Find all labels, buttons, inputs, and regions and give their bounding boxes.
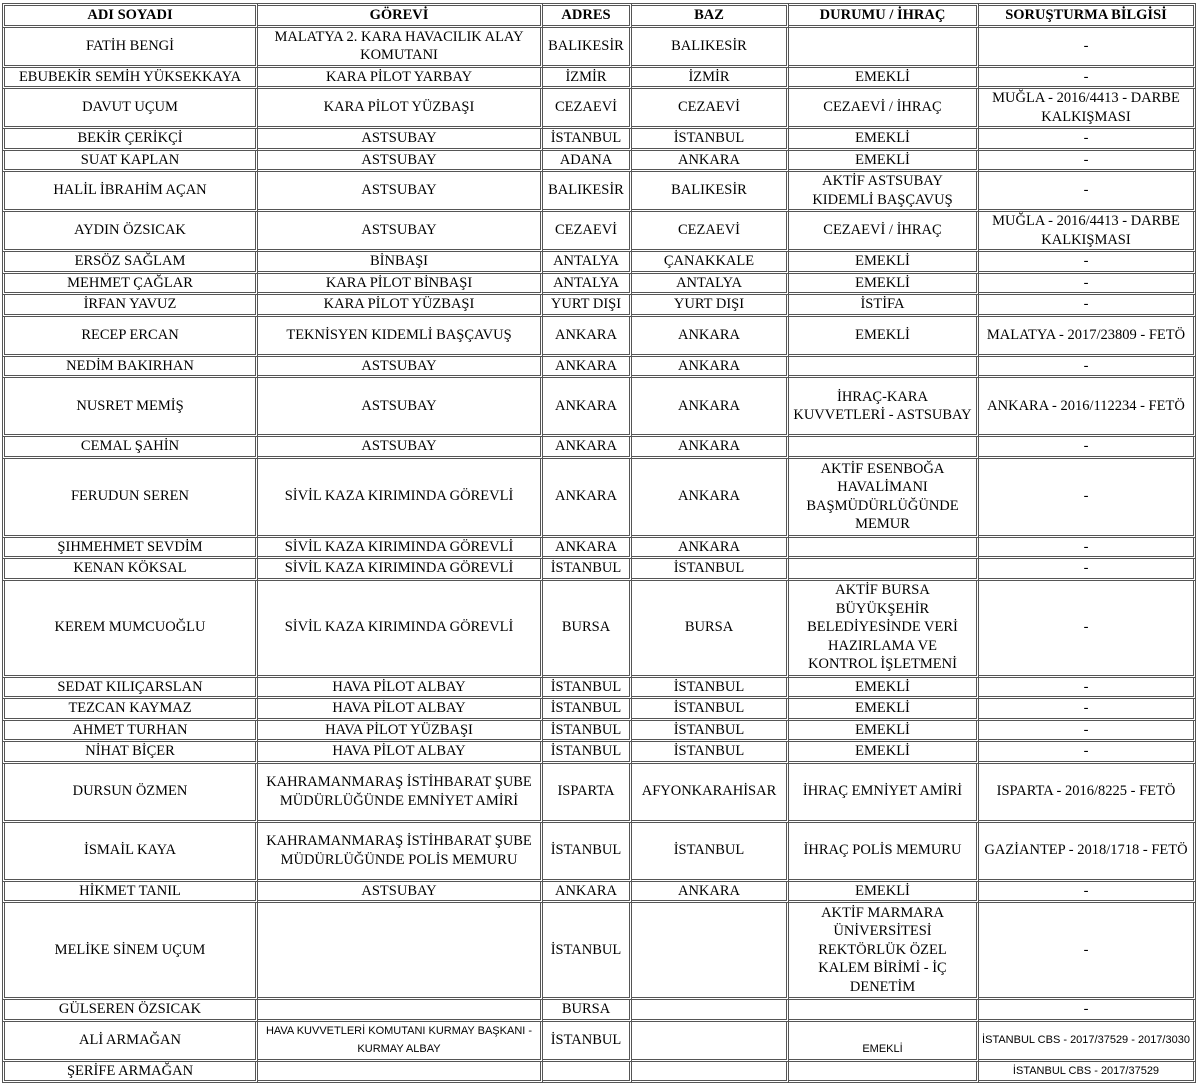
cell-adres: İZMİR: [543, 68, 632, 90]
header-gorev: GÖREVİ: [258, 3, 543, 28]
cell-adres: BURSA: [543, 1000, 632, 1022]
cell-durum: [789, 437, 979, 459]
cell-baz: ANKARA: [632, 459, 789, 538]
header-name: ADI SOYADI: [2, 3, 258, 28]
cell-gorev: ASTSUBAY: [258, 882, 543, 904]
table-row: [2, 212, 1196, 252]
cell-sorusturma: -: [979, 172, 1196, 212]
cell-gorev: KAHRAMANMARAŞ İSTİHBARAT ŞUBE MÜDÜRLÜĞÜNDE EMNİYET AMİRİ: [258, 764, 543, 823]
cell-durum: İHRAÇ POLİS MEMURU: [789, 823, 979, 882]
cell-gorev: SİVİL KAZA KIRIMINDA GÖREVLİ: [258, 459, 543, 538]
table-row: [2, 1022, 1196, 1062]
cell-adres: BALIKESİR: [543, 172, 632, 212]
cell-baz: ÇANAKKALE: [632, 252, 789, 274]
cell-name: RECEP ERCAN: [2, 317, 258, 357]
cell-name: KENAN KÖKSAL: [2, 559, 258, 581]
cell-durum: EMEKLİ: [789, 317, 979, 357]
cell-name: CEMAL ŞAHİN: [2, 437, 258, 459]
cell-adres: ANTALYA: [543, 274, 632, 296]
cell-gorev: TEKNİSYEN KIDEMLİ BAŞÇAVUŞ: [258, 317, 543, 357]
cell-gorev: ASTSUBAY: [258, 129, 543, 151]
cell-adres: ANKARA: [543, 882, 632, 904]
cell-gorev: ASTSUBAY: [258, 357, 543, 379]
cell-durum: [789, 1000, 979, 1022]
cell-gorev: HAVA KUVVETLERİ KOMUTANI KURMAY BAŞKANI - KURMAY ALBAY: [258, 1022, 543, 1062]
cell-durum: AKTİF MARMARA ÜNİVERSİTESİ REKTÖRLÜK ÖZEL KALEM BİRİMİ - İÇ DENETİM: [789, 903, 979, 1000]
cell-durum: İHRAÇ EMNİYET AMİRİ: [789, 764, 979, 823]
cell-durum: EMEKLİ: [789, 721, 979, 743]
cell-sorusturma: İSTANBUL CBS - 2017/37529: [979, 1062, 1196, 1083]
table-row: [2, 129, 1196, 151]
cell-adres: ANKARA: [543, 378, 632, 437]
table-row: [2, 295, 1196, 317]
cell-name: ŞERİFE ARMAĞAN: [2, 1062, 258, 1083]
cell-name: HALİL İBRAHİM AÇAN: [2, 172, 258, 212]
table-row: [2, 764, 1196, 823]
cell-baz: ANTALYA: [632, 274, 789, 296]
cell-adres: ANKARA: [543, 538, 632, 560]
table-row: [2, 903, 1196, 1000]
cell-adres: ANKARA: [543, 357, 632, 379]
table-row: [2, 68, 1196, 90]
cell-gorev: SİVİL KAZA KIRIMINDA GÖREVLİ: [258, 559, 543, 581]
cell-sorusturma: -: [979, 68, 1196, 90]
cell-adres: BALIKESİR: [543, 28, 632, 68]
cell-baz: ANKARA: [632, 151, 789, 173]
cell-gorev: ASTSUBAY: [258, 172, 543, 212]
cell-adres: YURT DIŞI: [543, 295, 632, 317]
cell-gorev: KARA PİLOT BİNBAŞI: [258, 274, 543, 296]
cell-sorusturma: GAZİANTEP - 2018/1718 - FETÖ: [979, 823, 1196, 882]
cell-durum: EMEKLİ: [789, 1022, 979, 1062]
cell-adres: CEZAEVİ: [543, 212, 632, 252]
cell-adres: BURSA: [543, 581, 632, 678]
cell-adres: İSTANBUL: [543, 699, 632, 721]
cell-sorusturma: -: [979, 28, 1196, 68]
cell-baz: BALIKESİR: [632, 172, 789, 212]
cell-durum: EMEKLİ: [789, 274, 979, 296]
cell-name: ŞIHMEHMET SEVDİM: [2, 538, 258, 560]
table-row: [2, 274, 1196, 296]
cell-gorev: HAVA PİLOT ALBAY: [258, 742, 543, 764]
cell-adres: CEZAEVİ: [543, 89, 632, 129]
cell-durum: İSTİFA: [789, 295, 979, 317]
cell-name: SUAT KAPLAN: [2, 151, 258, 173]
cell-gorev: HAVA PİLOT ALBAY: [258, 678, 543, 700]
cell-adres: İSTANBUL: [543, 903, 632, 1000]
cell-baz: ANKARA: [632, 882, 789, 904]
cell-baz: İZMİR: [632, 68, 789, 90]
cell-gorev: ASTSUBAY: [258, 437, 543, 459]
cell-baz: ANKARA: [632, 317, 789, 357]
cell-baz: [632, 903, 789, 1000]
cell-gorev: BİNBAŞI: [258, 252, 543, 274]
cell-name: AHMET TURHAN: [2, 721, 258, 743]
cell-sorusturma: -: [979, 437, 1196, 459]
table-row: [2, 823, 1196, 882]
table-row: [2, 437, 1196, 459]
cell-durum: [789, 538, 979, 560]
cell-name: KEREM MUMCUOĞLU: [2, 581, 258, 678]
cell-name: BEKİR ÇERİKÇİ: [2, 129, 258, 151]
cell-sorusturma: -: [979, 903, 1196, 1000]
cell-adres: İSTANBUL: [543, 559, 632, 581]
cell-adres: İSTANBUL: [543, 129, 632, 151]
personnel-table: [2, 3, 1196, 1083]
cell-adres: ISPARTA: [543, 764, 632, 823]
cell-sorusturma: -: [979, 559, 1196, 581]
cell-baz: İSTANBUL: [632, 559, 789, 581]
table-row: [2, 172, 1196, 212]
table-row: [2, 357, 1196, 379]
cell-durum: EMEKLİ: [789, 129, 979, 151]
cell-sorusturma: -: [979, 1000, 1196, 1022]
cell-gorev: [258, 903, 543, 1000]
cell-adres: İSTANBUL: [543, 721, 632, 743]
cell-baz: ANKARA: [632, 378, 789, 437]
cell-sorusturma: MUĞLA - 2016/4413 - DARBE KALKIŞMASI: [979, 89, 1196, 129]
cell-name: MELİKE SİNEM UÇUM: [2, 903, 258, 1000]
cell-durum: EMEKLİ: [789, 252, 979, 274]
cell-baz: [632, 1022, 789, 1062]
cell-gorev: ASTSUBAY: [258, 212, 543, 252]
cell-name: ALİ ARMAĞAN: [2, 1022, 258, 1062]
cell-durum: AKTİF ESENBOĞA HAVALİMANI BAŞMÜDÜRLÜĞÜNDE MEMUR: [789, 459, 979, 538]
cell-sorusturma: -: [979, 151, 1196, 173]
cell-baz: CEZAEVİ: [632, 89, 789, 129]
cell-name: AYDIN ÖZSICAK: [2, 212, 258, 252]
cell-baz: [632, 1000, 789, 1022]
cell-sorusturma: ANKARA - 2016/112234 - FETÖ: [979, 378, 1196, 437]
table-row: [2, 882, 1196, 904]
cell-sorusturma: -: [979, 678, 1196, 700]
cell-sorusturma: -: [979, 129, 1196, 151]
cell-sorusturma: -: [979, 538, 1196, 560]
cell-sorusturma: -: [979, 721, 1196, 743]
cell-baz: İSTANBUL: [632, 823, 789, 882]
cell-durum: EMEKLİ: [789, 742, 979, 764]
cell-adres: ADANA: [543, 151, 632, 173]
header-sorusturma: SORUŞTURMA BİLGİSİ: [979, 3, 1196, 28]
cell-adres: İSTANBUL: [543, 1022, 632, 1062]
table-row: [2, 151, 1196, 173]
cell-sorusturma: ISPARTA - 2016/8225 - FETÖ: [979, 764, 1196, 823]
cell-name: DAVUT UÇUM: [2, 89, 258, 129]
cell-durum: CEZAEVİ / İHRAÇ: [789, 212, 979, 252]
table-row: [2, 317, 1196, 357]
cell-sorusturma: -: [979, 581, 1196, 678]
cell-durum: [789, 559, 979, 581]
header-adres: ADRES: [543, 3, 632, 28]
cell-baz: İSTANBUL: [632, 699, 789, 721]
cell-gorev: SİVİL KAZA KIRIMINDA GÖREVLİ: [258, 581, 543, 678]
cell-baz: ANKARA: [632, 437, 789, 459]
cell-name: SEDAT KILIÇARSLAN: [2, 678, 258, 700]
cell-name: NEDİM BAKIRHAN: [2, 357, 258, 379]
cell-baz: İSTANBUL: [632, 721, 789, 743]
table-row: [2, 89, 1196, 129]
cell-sorusturma: -: [979, 295, 1196, 317]
table-row: [2, 699, 1196, 721]
cell-baz: İSTANBUL: [632, 742, 789, 764]
header-durum: DURUMU / İHRAÇ: [789, 3, 979, 28]
cell-baz: İSTANBUL: [632, 129, 789, 151]
cell-sorusturma: İSTANBUL CBS - 2017/37529 - 2017/3030: [979, 1022, 1196, 1062]
table-row: [2, 459, 1196, 538]
table-row: [2, 559, 1196, 581]
table-row: [2, 28, 1196, 68]
cell-baz: AFYONKARAHİSAR: [632, 764, 789, 823]
cell-durum: EMEKLİ: [789, 678, 979, 700]
cell-name: EBUBEKİR SEMİH YÜKSEKKAYA: [2, 68, 258, 90]
cell-name: DURSUN ÖZMEN: [2, 764, 258, 823]
cell-sorusturma: -: [979, 459, 1196, 538]
cell-name: FERUDUN SEREN: [2, 459, 258, 538]
cell-name: ERSÖZ SAĞLAM: [2, 252, 258, 274]
table-row: [2, 1000, 1196, 1022]
table-row: [2, 581, 1196, 678]
cell-adres: İSTANBUL: [543, 678, 632, 700]
cell-durum: EMEKLİ: [789, 882, 979, 904]
cell-name: NUSRET MEMİŞ: [2, 378, 258, 437]
table-row: [2, 378, 1196, 437]
cell-sorusturma: -: [979, 357, 1196, 379]
cell-durum: EMEKLİ: [789, 699, 979, 721]
cell-adres: ANKARA: [543, 317, 632, 357]
cell-gorev: KARA PİLOT YÜZBAŞI: [258, 89, 543, 129]
cell-gorev: MALATYA 2. KARA HAVACILIK ALAY KOMUTANI: [258, 28, 543, 68]
cell-name: GÜLSEREN ÖZSICAK: [2, 1000, 258, 1022]
cell-baz: İSTANBUL: [632, 678, 789, 700]
cell-name: HİKMET TANIL: [2, 882, 258, 904]
table-row: [2, 721, 1196, 743]
cell-gorev: ASTSUBAY: [258, 151, 543, 173]
cell-baz: ANKARA: [632, 357, 789, 379]
cell-name: İSMAİL KAYA: [2, 823, 258, 882]
cell-durum: [789, 357, 979, 379]
cell-gorev: KARA PİLOT YÜZBAŞI: [258, 295, 543, 317]
cell-gorev: KARA PİLOT YARBAY: [258, 68, 543, 90]
cell-gorev: HAVA PİLOT ALBAY: [258, 699, 543, 721]
header-baz: BAZ: [632, 3, 789, 28]
cell-adres: İSTANBUL: [543, 742, 632, 764]
cell-sorusturma: -: [979, 699, 1196, 721]
cell-baz: YURT DIŞI: [632, 295, 789, 317]
cell-durum: AKTİF BURSA BÜYÜKŞEHİR BELEDİYESİNDE VERİ HAZIRLAMA VE KONTROL İŞLETMENİ: [789, 581, 979, 678]
cell-baz: CEZAEVİ: [632, 212, 789, 252]
cell-durum: AKTİF ASTSUBAY KIDEMLİ BAŞÇAVUŞ: [789, 172, 979, 212]
table-row: [2, 538, 1196, 560]
cell-sorusturma: -: [979, 274, 1196, 296]
cell-sorusturma: -: [979, 252, 1196, 274]
cell-adres: ANTALYA: [543, 252, 632, 274]
cell-durum: EMEKLİ: [789, 68, 979, 90]
cell-baz: BURSA: [632, 581, 789, 678]
cell-adres: ANKARA: [543, 437, 632, 459]
cell-adres: İSTANBUL: [543, 823, 632, 882]
cell-sorusturma: -: [979, 882, 1196, 904]
cell-sorusturma: MUĞLA - 2016/4413 - DARBE KALKIŞMASI: [979, 212, 1196, 252]
header-row: [2, 3, 1196, 28]
cell-name: TEZCAN KAYMAZ: [2, 699, 258, 721]
cell-gorev: [258, 1000, 543, 1022]
cell-name: MEHMET ÇAĞLAR: [2, 274, 258, 296]
cell-name: NİHAT BİÇER: [2, 742, 258, 764]
cell-name: İRFAN YAVUZ: [2, 295, 258, 317]
table-row: [2, 742, 1196, 764]
cell-adres: ANKARA: [543, 459, 632, 538]
cell-gorev: SİVİL KAZA KIRIMINDA GÖREVLİ: [258, 538, 543, 560]
table-row: [2, 252, 1196, 274]
cell-gorev: HAVA PİLOT YÜZBAŞI: [258, 721, 543, 743]
cell-durum: EMEKLİ: [789, 151, 979, 173]
cell-gorev: KAHRAMANMARAŞ İSTİHBARAT ŞUBE MÜDÜRLÜĞÜNDE POLİS MEMURU: [258, 823, 543, 882]
cell-baz: ANKARA: [632, 538, 789, 560]
cell-name: FATİH BENGİ: [2, 28, 258, 68]
cell-durum: [789, 28, 979, 68]
cell-gorev: ASTSUBAY: [258, 378, 543, 437]
cell-sorusturma: -: [979, 742, 1196, 764]
cell-durum: CEZAEVİ / İHRAÇ: [789, 89, 979, 129]
cell-sorusturma: MALATYA - 2017/23809 - FETÖ: [979, 317, 1196, 357]
cell-durum: İHRAÇ-KARA KUVVETLERİ - ASTSUBAY: [789, 378, 979, 437]
table-row: [2, 678, 1196, 700]
cell-baz: BALIKESİR: [632, 28, 789, 68]
